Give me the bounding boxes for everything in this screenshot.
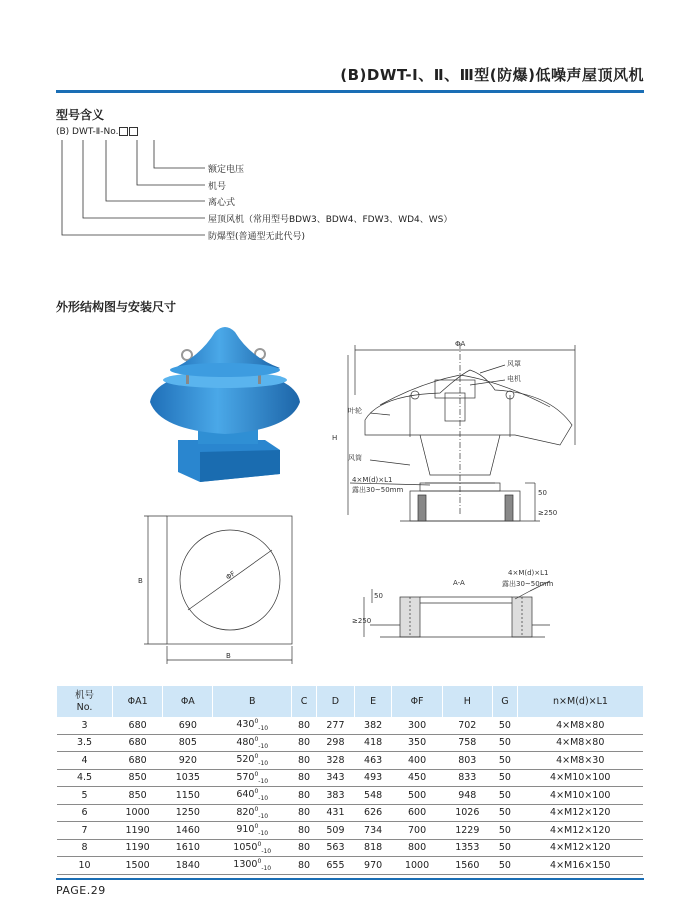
cell-d-value: 383 — [326, 789, 345, 801]
cell-n-value: 4×M8×30 — [556, 754, 605, 766]
label-rated-voltage: 额定电压 — [208, 165, 245, 175]
cell-e — [354, 822, 392, 840]
cell-h-value: 1026 — [455, 807, 480, 819]
cell-g-value: 50 — [498, 842, 511, 854]
cell-f-value: 500 — [407, 789, 427, 801]
footer-rule — [56, 878, 644, 880]
cell-d-value: 431 — [326, 807, 345, 819]
section-aa-drawing — [350, 565, 565, 645]
cell-d — [317, 717, 355, 734]
cell-h — [442, 769, 492, 787]
cell-a1-value: 1190 — [125, 842, 150, 854]
cell-b — [213, 804, 292, 822]
page-number: PAGE.29 — [56, 884, 106, 897]
fan-photo — [140, 322, 310, 488]
cell-c-value: 80 — [298, 789, 311, 801]
cell-d — [317, 804, 355, 822]
page-title: (B)DWT-Ⅰ、Ⅱ、Ⅲ型(防爆)低噪声屋顶风机 — [340, 66, 644, 84]
cell-a1-value: 680 — [128, 754, 147, 766]
cell-n-value: 4×M8×80 — [556, 737, 605, 749]
model-heading: 型号含义 — [56, 108, 105, 122]
bolt-label: 4×M(d)×L1 — [352, 476, 393, 484]
cell-g — [492, 839, 517, 857]
tolerance-upper: 0 — [254, 770, 259, 778]
cell-e-value: 970 — [364, 859, 383, 871]
section-bolt-label: 4×M(d)×L1 — [508, 569, 549, 577]
tolerance-lower: -10 — [258, 725, 269, 733]
cell-a1-value: 1190 — [125, 824, 150, 836]
cell-n — [518, 822, 644, 840]
cell-no-value: 7 — [81, 824, 88, 836]
cell-n — [518, 717, 644, 734]
cell-b-value: 640 — [236, 789, 255, 801]
cell-b — [213, 857, 292, 875]
phi-f-label: ΦF — [224, 569, 237, 582]
cell-d — [317, 857, 355, 875]
cell-g-value: 50 — [498, 737, 511, 749]
cell-g — [492, 752, 517, 770]
aa-label: A-A — [453, 579, 465, 587]
cell-a1 — [113, 822, 163, 840]
tolerance-upper: 0 — [257, 840, 262, 848]
col-header-no — [57, 686, 113, 717]
cell-c-value: 80 — [298, 719, 311, 731]
table-row — [57, 752, 644, 770]
cell-c — [292, 734, 317, 752]
cell-a — [163, 734, 213, 752]
tolerance-lower: -10 — [258, 812, 269, 820]
cell-f — [392, 839, 442, 857]
table-header-row — [57, 686, 644, 717]
tolerance-lower: -10 — [258, 742, 269, 750]
cell-g — [492, 787, 517, 805]
cell-e-value: 734 — [364, 824, 383, 836]
cell-a — [163, 787, 213, 805]
cell-h-value: 1229 — [455, 824, 480, 836]
cell-f — [392, 769, 442, 787]
cell-d — [317, 752, 355, 770]
cell-h-value: 803 — [458, 754, 477, 766]
side-view-drawing — [320, 335, 590, 545]
cell-g-value: 50 — [498, 719, 511, 731]
cell-a-value: 1610 — [175, 842, 200, 854]
yelun-label: 叶轮 — [348, 407, 362, 415]
cell-f-value: 800 — [407, 842, 427, 854]
cell-f-value: 400 — [407, 754, 427, 766]
cell-h-value: 948 — [458, 789, 477, 801]
cell-a — [163, 769, 213, 787]
cell-no-value: 5 — [81, 789, 88, 801]
cell-a-value: 1460 — [175, 824, 200, 836]
cell-a1-value: 850 — [128, 772, 147, 784]
cell-n — [518, 857, 644, 875]
cell-no — [57, 822, 113, 840]
cell-a — [163, 717, 213, 734]
cell-c-value: 80 — [298, 842, 311, 854]
cell-no-value: 4.5 — [76, 772, 93, 784]
cell-a1 — [113, 857, 163, 875]
cell-c-value: 80 — [298, 772, 311, 784]
cell-d-value: 277 — [326, 719, 345, 731]
tolerance-lower: -10 — [258, 760, 269, 768]
cell-e — [354, 769, 392, 787]
cell-b-value: 480 — [236, 736, 255, 748]
cell-a1-value: 680 — [128, 737, 147, 749]
cell-b-value: 520 — [236, 754, 255, 766]
cell-f-value: 700 — [407, 824, 427, 836]
cell-n — [518, 769, 644, 787]
cell-h — [442, 839, 492, 857]
section-expose-label: 露出30~50mm — [502, 580, 554, 588]
cell-n-value: 4×M12×120 — [550, 842, 611, 854]
cell-n-value: 4×M12×120 — [550, 807, 611, 819]
cell-c — [292, 839, 317, 857]
cell-a1 — [113, 717, 163, 734]
cell-f — [392, 822, 442, 840]
cell-d-value: 563 — [326, 842, 345, 854]
cell-d — [317, 787, 355, 805]
cell-a — [163, 752, 213, 770]
cell-d — [317, 839, 355, 857]
label-machine-no: 机号 — [208, 182, 227, 192]
h-label: H — [332, 434, 338, 442]
cell-h — [442, 857, 492, 875]
cell-b — [213, 787, 292, 805]
col-header-a: ΦA — [163, 686, 213, 717]
cell-no — [57, 769, 113, 787]
cell-a-value: 1250 — [175, 807, 200, 819]
cell-b — [213, 839, 292, 857]
col-header-c: C — [292, 686, 317, 717]
cell-c — [292, 822, 317, 840]
cell-a-value: 690 — [178, 719, 197, 731]
cell-no-value: 3 — [81, 719, 88, 731]
table-row — [57, 804, 644, 822]
cell-g-value: 50 — [498, 859, 511, 871]
cell-a-value: 1035 — [175, 772, 200, 784]
cell-a1-value: 680 — [128, 719, 147, 731]
cell-g-value: 50 — [498, 754, 511, 766]
tolerance-lower: -10 — [261, 847, 272, 855]
cell-g — [492, 804, 517, 822]
cell-no — [57, 804, 113, 822]
cell-f — [392, 717, 442, 734]
dianji-label: 电机 — [507, 375, 521, 383]
cell-c-value: 80 — [298, 859, 311, 871]
phi-a-label: ΦA — [455, 340, 466, 348]
cell-a — [163, 804, 213, 822]
cell-c — [292, 717, 317, 734]
cell-n — [518, 787, 644, 805]
cell-e-value: 463 — [364, 754, 383, 766]
tolerance-lower: -10 — [258, 777, 269, 785]
cell-d-value: 298 — [326, 737, 345, 749]
cell-d-value: 655 — [326, 859, 345, 871]
tolerance-lower: -10 — [258, 795, 269, 803]
cell-a1 — [113, 752, 163, 770]
structure-heading: 外形结构图与安装尺寸 — [56, 300, 177, 314]
table-row — [57, 769, 644, 787]
tolerance-lower: -10 — [261, 865, 272, 873]
table-row — [57, 822, 644, 840]
cell-h-value: 1560 — [455, 859, 480, 871]
cell-a — [163, 839, 213, 857]
cell-f — [392, 752, 442, 770]
cell-b-value: 910 — [236, 824, 255, 836]
cell-g-value: 50 — [498, 807, 511, 819]
cell-no — [57, 857, 113, 875]
cell-a1 — [113, 804, 163, 822]
cell-e-value: 818 — [364, 842, 383, 854]
cell-no-value: 3.5 — [76, 737, 93, 749]
cell-h-value: 702 — [458, 719, 477, 731]
cell-f — [392, 804, 442, 822]
cell-a1-value: 1500 — [125, 859, 150, 871]
cell-f-value: 1000 — [404, 859, 430, 871]
table-row — [57, 717, 644, 734]
table-body — [57, 717, 644, 874]
cell-f-value: 350 — [407, 737, 427, 749]
cell-b — [213, 822, 292, 840]
cell-e — [354, 857, 392, 875]
cell-f-value: 300 — [407, 719, 427, 731]
cell-e — [354, 752, 392, 770]
cell-g — [492, 769, 517, 787]
cell-f — [392, 787, 442, 805]
cell-a1 — [113, 769, 163, 787]
cell-a1-value: 1000 — [125, 807, 150, 819]
label-explosion-proof: 防爆型(普通型无此代号) — [208, 232, 306, 242]
cell-h — [442, 822, 492, 840]
cell-c-value: 80 — [298, 754, 311, 766]
cell-c — [292, 787, 317, 805]
cell-f — [392, 734, 442, 752]
cell-d — [317, 769, 355, 787]
cell-no-value: 8 — [81, 842, 88, 854]
dim-250-label: ≥250 — [538, 509, 558, 517]
col-header-e: E — [354, 686, 392, 717]
cell-b-value: 430 — [236, 719, 255, 731]
cell-e-value: 626 — [364, 807, 383, 819]
cell-e — [354, 787, 392, 805]
cell-e-value: 382 — [364, 719, 383, 731]
cell-b-value: 1300 — [233, 859, 258, 871]
col-header-b: B — [213, 686, 292, 717]
cell-d-value: 328 — [326, 754, 345, 766]
cell-h-value: 1353 — [455, 842, 480, 854]
cell-a — [163, 857, 213, 875]
cell-e-value: 548 — [364, 789, 383, 801]
cell-g — [492, 857, 517, 875]
cell-b-value: 1050 — [233, 841, 258, 853]
specs-table — [56, 686, 643, 875]
cell-c — [292, 752, 317, 770]
table-row — [57, 857, 644, 875]
fengtong-label: 风筒 — [348, 454, 362, 462]
cell-n — [518, 752, 644, 770]
cell-d-value: 509 — [326, 824, 345, 836]
cell-n-value: 4×M12×120 — [550, 824, 611, 836]
col-header-d: D — [317, 686, 355, 717]
section-250-label: ≥250 — [352, 617, 372, 625]
cell-f — [392, 857, 442, 875]
cell-n-value: 4×M16×150 — [550, 859, 611, 871]
cell-e — [354, 717, 392, 734]
cell-no-value: 10 — [78, 859, 91, 871]
col-no-text: 机号 No. — [74, 689, 94, 713]
cell-g-value: 50 — [498, 824, 511, 836]
cell-d — [317, 734, 355, 752]
cell-h-value: 758 — [458, 737, 477, 749]
cell-n — [518, 804, 644, 822]
cell-h-value: 833 — [458, 772, 477, 784]
expose-label: 露出30~50mm — [352, 486, 404, 494]
cell-n-value: 4×M8×80 — [556, 719, 605, 731]
cell-b-value: 570 — [236, 771, 255, 783]
cell-no-value: 6 — [81, 807, 88, 819]
cell-h — [442, 787, 492, 805]
cell-a-value: 1150 — [175, 789, 200, 801]
cell-g — [492, 822, 517, 840]
cell-h — [442, 734, 492, 752]
cell-a1 — [113, 734, 163, 752]
cell-a-value: 1840 — [175, 859, 200, 871]
cell-g — [492, 734, 517, 752]
tolerance-upper: 0 — [254, 753, 259, 761]
cell-a — [163, 822, 213, 840]
cell-b — [213, 752, 292, 770]
b-bottom-label: B — [226, 652, 231, 660]
col-header-a1: ΦA1 — [113, 686, 163, 717]
cell-c-value: 80 — [298, 737, 311, 749]
cell-c — [292, 804, 317, 822]
col-header-f: ΦF — [392, 686, 442, 717]
cell-a1 — [113, 787, 163, 805]
cell-no — [57, 734, 113, 752]
cell-c-value: 80 — [298, 824, 311, 836]
cell-c — [292, 769, 317, 787]
cell-b — [213, 769, 292, 787]
label-centrifugal: 离心式 — [208, 198, 236, 208]
fengzhao-label: 风罩 — [507, 360, 521, 368]
cell-h — [442, 717, 492, 734]
tolerance-upper: 0 — [254, 788, 259, 796]
cell-f-value: 600 — [407, 807, 427, 819]
cell-no — [57, 717, 113, 734]
cell-d — [317, 822, 355, 840]
cell-b-value: 820 — [236, 806, 255, 818]
cell-e — [354, 804, 392, 822]
cell-a-value: 920 — [178, 754, 197, 766]
cell-no — [57, 839, 113, 857]
col-header-h: H — [442, 686, 492, 717]
cell-b — [213, 717, 292, 734]
cell-a1 — [113, 839, 163, 857]
plan-view-drawing — [130, 508, 310, 668]
tolerance-upper: 0 — [254, 735, 259, 743]
cell-d-value: 343 — [326, 772, 345, 784]
tolerance-upper: 0 — [254, 805, 259, 813]
cell-b — [213, 734, 292, 752]
b-left-label: B — [138, 577, 143, 585]
cell-a-value: 805 — [178, 737, 197, 749]
cell-f-value: 450 — [407, 772, 427, 784]
cell-g-value: 50 — [498, 789, 511, 801]
col-header-n: n×M(d)×L1 — [518, 686, 644, 717]
cell-c-value: 80 — [298, 807, 311, 819]
cell-n-value: 4×M10×100 — [550, 789, 611, 801]
tolerance-upper: 0 — [254, 718, 259, 726]
cell-no — [57, 752, 113, 770]
section-50-label: 50 — [374, 592, 383, 600]
tolerance-upper: 0 — [254, 823, 259, 831]
cell-h — [442, 804, 492, 822]
cell-e — [354, 734, 392, 752]
model-code-text: (B) DWT-Ⅱ-No. — [56, 127, 119, 137]
cell-n — [518, 839, 644, 857]
table-row — [57, 734, 644, 752]
cell-c — [292, 857, 317, 875]
cell-e-value: 418 — [364, 737, 383, 749]
col-header-g: G — [492, 686, 517, 717]
cell-n — [518, 734, 644, 752]
cell-no-value: 4 — [81, 754, 88, 766]
table-row — [57, 787, 644, 805]
cell-no — [57, 787, 113, 805]
cell-n-value: 4×M10×100 — [550, 772, 611, 784]
cell-e — [354, 839, 392, 857]
cell-g — [492, 717, 517, 734]
label-roof-fan: 屋顶风机（常用型号BDW3、BDW4、FDW3、WD4、WS） — [208, 215, 453, 225]
tolerance-upper: 0 — [257, 858, 262, 866]
cell-e-value: 493 — [364, 772, 383, 784]
cell-g-value: 50 — [498, 772, 511, 784]
cell-h — [442, 752, 492, 770]
cell-a1-value: 850 — [128, 789, 147, 801]
tolerance-lower: -10 — [258, 830, 269, 838]
table-row — [57, 839, 644, 857]
dim-50-label: 50 — [538, 489, 547, 497]
